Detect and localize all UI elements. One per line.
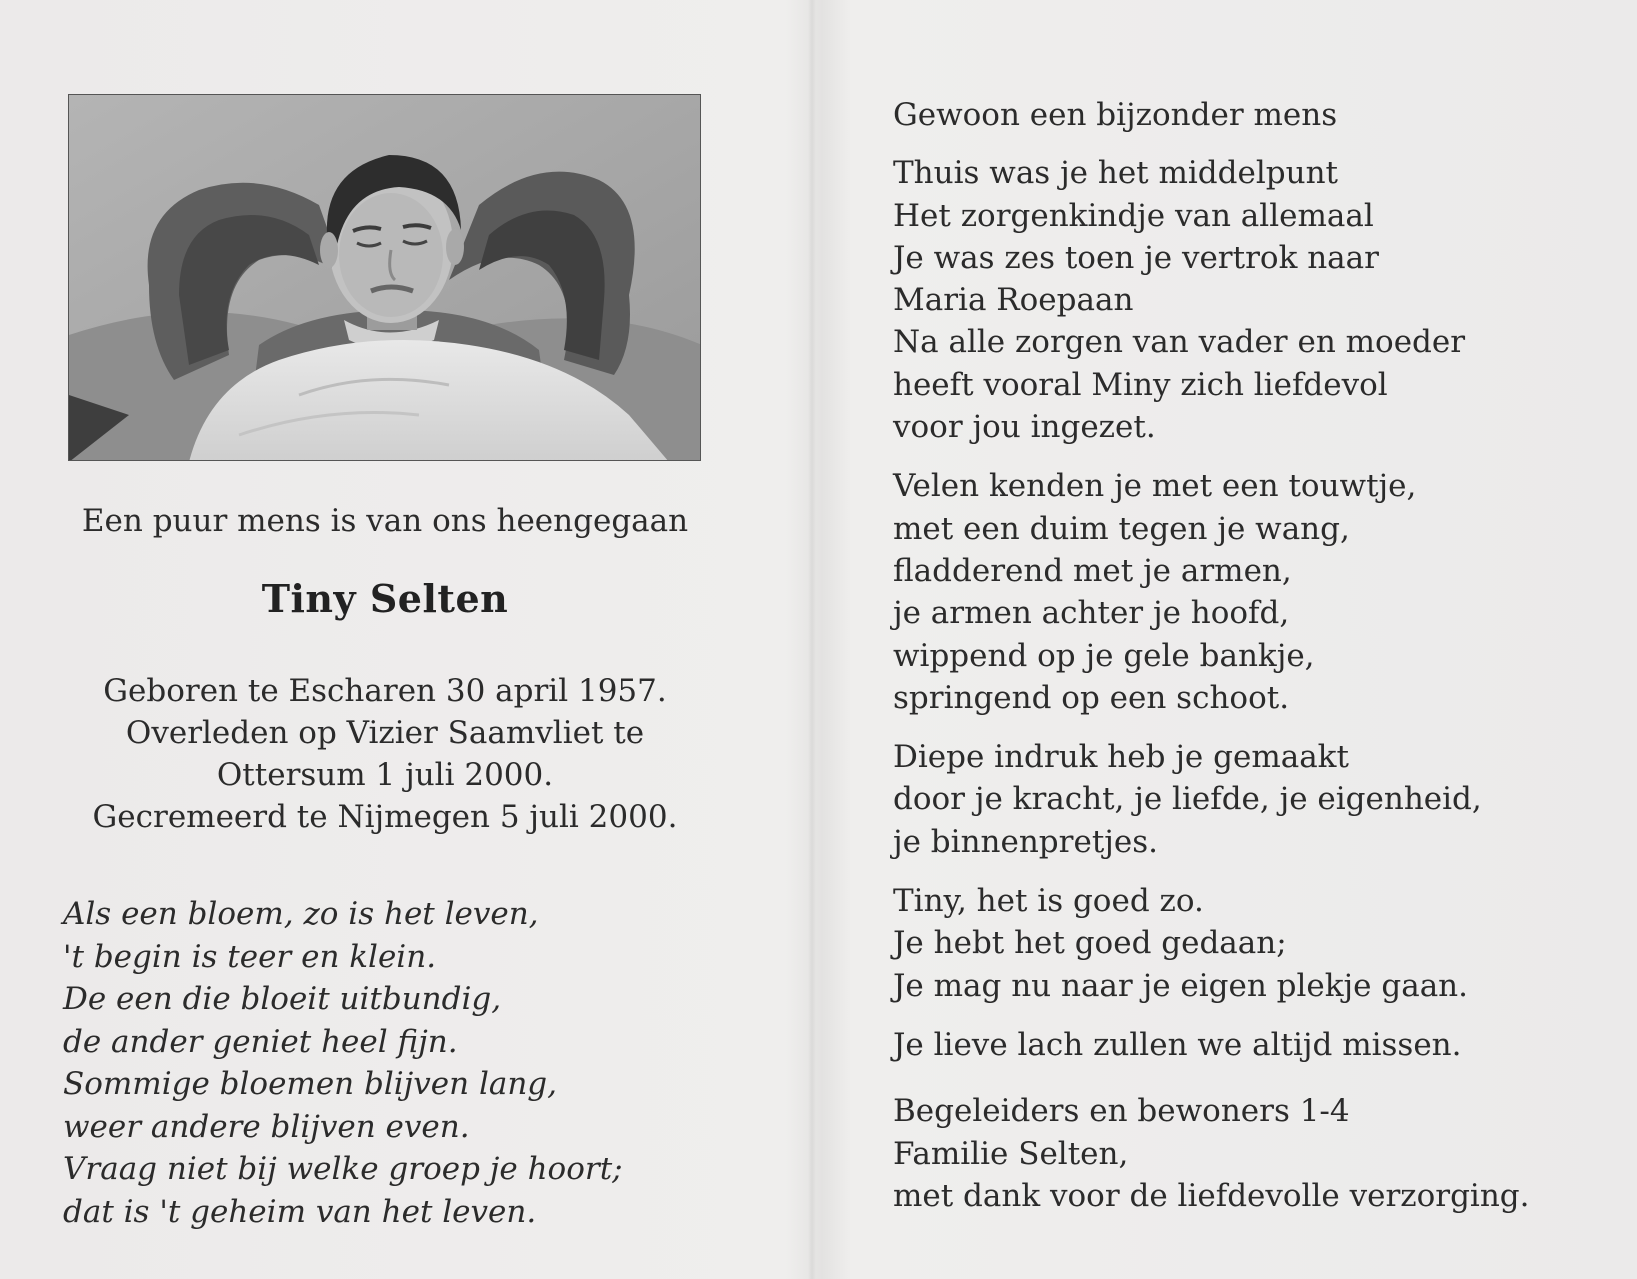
stanza-line: Na alle zorgen van vader en moeder — [893, 324, 1466, 361]
portrait-photo-graphic — [69, 95, 701, 461]
stanza-1 — [893, 152, 1530, 448]
tribute-title: Gewoon een bijzonder mens — [893, 97, 1338, 133]
stanza-line: fladderend met je armen, — [893, 552, 1292, 589]
cremation-line: Gecremeerd te Nijmegen 5 juli 2000. — [92, 799, 678, 835]
stanza-line: Thuis was je het middelpunt — [893, 155, 1338, 192]
closing-signature — [893, 1090, 1530, 1217]
poem-line: Vraag niet bij welke groep je hoort; — [63, 1151, 623, 1187]
flower-poem — [63, 893, 623, 1233]
birth-line: Geboren te Escharen 30 april 1957. — [103, 673, 667, 709]
tagline: Een puur mens is van ons heengegaan — [81, 503, 689, 539]
stanza-line: je binnenpretjes. — [893, 823, 1158, 860]
stanza-line: Je was zes toen je vertrok naar — [893, 239, 1379, 276]
stanza-line: Velen kenden je met een touwtje, — [893, 468, 1417, 505]
stanza-line: Je lieve lach zullen we altijd missen. — [893, 1026, 1462, 1063]
death-line: Overleden op Vizier Saamvliet te — [125, 715, 645, 751]
stanza-line: je armen achter je hoofd, — [893, 595, 1290, 632]
stanza-line: door je kracht, je liefde, je eigenheid, — [893, 781, 1482, 818]
closing-line: met dank voor de liefdevolle verzorging. — [893, 1177, 1530, 1214]
closing-line: Familie Selten, — [893, 1135, 1129, 1172]
poem-line: 't begin is teer en klein. — [63, 938, 437, 975]
poem-line: De een die bloeit uitbundig, — [63, 981, 502, 1017]
poem-line: de ander geniet heel fijn. — [63, 1023, 458, 1060]
stanza-line: met een duim tegen je wang, — [893, 510, 1350, 547]
life-details — [40, 670, 730, 838]
stanza-line: Tiny, het is goed zo. — [893, 883, 1204, 920]
death-place-line: Ottersum 1 juli 2000. — [216, 757, 554, 793]
stanza-line: Het zorgenkindje van allemaal — [893, 197, 1374, 234]
stanza-4 — [893, 880, 1530, 1007]
stanza-line: springend op een schoot. — [893, 679, 1290, 716]
stanza-line: heeft vooral Miny zich liefdevol — [893, 366, 1388, 403]
stanza-line: Je hebt het goed gedaan; — [893, 925, 1287, 962]
card-fold — [808, 0, 816, 1279]
tribute-text — [893, 94, 1530, 1217]
poem-line: Als een bloem, zo is het leven, — [63, 896, 539, 932]
portrait-photo — [68, 94, 701, 461]
stanza-line: voor jou ingezet. — [893, 409, 1156, 446]
poem-line: Sommige bloemen blijven lang, — [63, 1066, 558, 1102]
closing-line: Begeleiders en bewoners 1-4 — [893, 1093, 1350, 1130]
poem-line: weer andere blijven even. — [63, 1108, 470, 1145]
poem-line: dat is 't geheim van het leven. — [63, 1193, 537, 1230]
stanza-line: Je mag nu naar je eigen plekje gaan. — [893, 967, 1468, 1004]
deceased-name: Tiny Selten — [261, 576, 509, 621]
stanza-line: wippend op je gele bankje, — [893, 637, 1315, 674]
stanza-line: Maria Roepaan — [893, 282, 1134, 319]
stanza-3 — [893, 736, 1530, 863]
stanza-5 — [893, 1024, 1530, 1066]
stanza-line: Diepe indruk heb je gemaakt — [893, 739, 1349, 776]
stanza-2 — [893, 465, 1530, 719]
